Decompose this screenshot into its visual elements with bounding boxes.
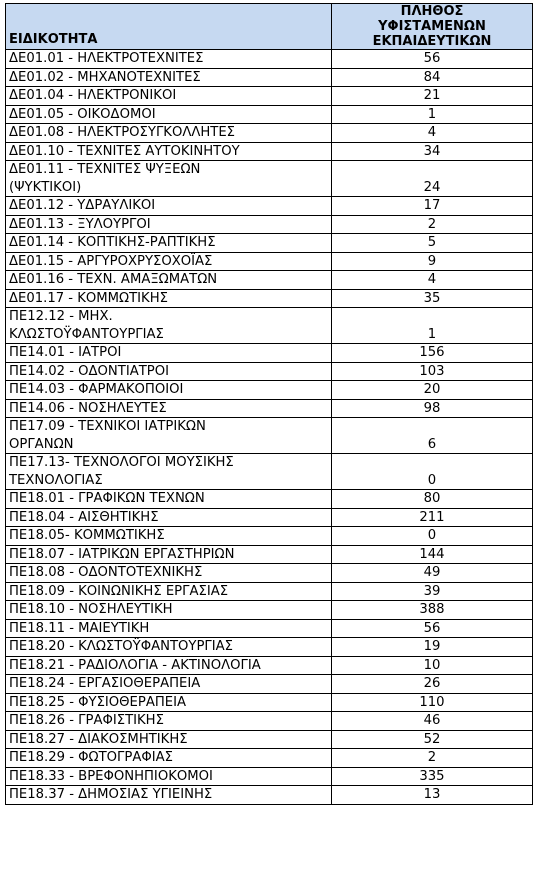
count-cell: 49 — [332, 564, 533, 583]
table-row — [6, 68, 533, 87]
count-cell: 335 — [332, 767, 533, 786]
table-row — [6, 142, 533, 161]
header-count-line1: ΠΛΗΘΟΣ — [400, 4, 464, 19]
count-cell: 1 — [332, 308, 533, 344]
table-row — [6, 105, 533, 124]
count-cell: 388 — [332, 601, 533, 620]
count-cell: 52 — [332, 730, 533, 749]
count-cell: 20 — [332, 381, 533, 400]
specialty-cell: ΠΕ18.37 - ΔΗΜΟΣΙΑΣ ΥΓΙΕΙΝΗΣ — [6, 786, 332, 805]
specialty-cell: ΠΕ12.12 - ΜΗΧ. ΚΛΩΣΤΟΫΦΑΝΤΟΥΡΓΙΑΣ — [6, 308, 332, 344]
count-cell: 98 — [332, 399, 533, 418]
specialty-cell: ΠΕ18.27 - ΔΙΑΚΟΣΜΗΤΙΚΗΣ — [6, 730, 332, 749]
specialty-cell: ΔΕ01.02 - ΜΗΧΑΝΟΤΕΧΝΙΤΕΣ — [6, 68, 332, 87]
table-row — [6, 50, 533, 69]
table-row — [6, 730, 533, 749]
table-row — [6, 234, 533, 253]
specialty-cell: ΠΕ17.13- ΤΕΧΝΟΛΟΓΟΙ ΜΟΥΣΙΚΗΣ ΤΕΧΝΟΛΟΓΙΑΣ — [6, 454, 332, 490]
table-row — [6, 124, 533, 143]
table-row — [6, 582, 533, 601]
table-row — [6, 693, 533, 712]
table-row — [6, 215, 533, 234]
count-cell: 103 — [332, 362, 533, 381]
table-row — [6, 399, 533, 418]
count-cell: 21 — [332, 87, 533, 106]
count-cell: 84 — [332, 68, 533, 87]
specialty-cell: ΠΕ18.21 - ΡΑΔΙΟΛΟΓΙΑ - ΑΚΤΙΝΟΛΟΓΙΑ — [6, 656, 332, 675]
table-row — [6, 381, 533, 400]
table-row — [6, 252, 533, 271]
specialty-cell: ΠΕ14.02 - ΟΔΟΝΤΙΑΤΡΟΙ — [6, 362, 332, 381]
table-row — [6, 271, 533, 290]
count-cell: 10 — [332, 656, 533, 675]
table-row — [6, 545, 533, 564]
table-row — [6, 749, 533, 768]
table-row — [6, 289, 533, 308]
count-cell: 110 — [332, 693, 533, 712]
specialty-cell: ΠΕ18.10 - ΝΟΣΗΛΕΥΤΙΚΗ — [6, 601, 332, 620]
count-cell: 24 — [332, 161, 533, 197]
count-cell: 144 — [332, 545, 533, 564]
count-cell: 26 — [332, 675, 533, 694]
count-cell: 6 — [332, 418, 533, 454]
specialty-cell: ΠΕ18.09 - ΚΟΙΝΩΝΙΚΗΣ ΕΡΓΑΣΙΑΣ — [6, 582, 332, 601]
count-cell: 46 — [332, 712, 533, 731]
count-cell: 17 — [332, 197, 533, 216]
specialty-cell: ΔΕ01.16 - ΤΕΧΝ. ΑΜΑΞΩΜΑΤΩΝ — [6, 271, 332, 290]
table-row — [6, 508, 533, 527]
specialty-cell: ΠΕ18.25 - ΦΥΣΙΟΘΕΡΑΠΕΙΑ — [6, 693, 332, 712]
count-cell: 2 — [332, 749, 533, 768]
count-cell: 34 — [332, 142, 533, 161]
specialty-cell: ΔΕ01.05 - ΟΙΚΟΔΟΜΟΙ — [6, 105, 332, 124]
specialty-cell: ΔΕ01.13 - ΞΥΛΟΥΡΓΟΙ — [6, 215, 332, 234]
specialty-cell: ΔΕ01.14 - ΚΟΠΤΙΚΗΣ-ΡΑΠΤΙΚΗΣ — [6, 234, 332, 253]
table-row — [6, 656, 533, 675]
specialty-cell: ΔΕ01.04 - ΗΛΕΚΤΡΟΝΙΚΟΙ — [6, 87, 332, 106]
table-row — [6, 619, 533, 638]
table-row — [6, 454, 533, 490]
specialty-cell: ΔΕ01.08 - ΗΛΕΚΤΡΟΣΥΓΚΟΛΛΗΤΕΣ — [6, 124, 332, 143]
specialty-cell: ΔΕ01.11 - ΤΕΧΝΙΤΕΣ ΨΥΞΕΩΝ (ΨΥΚΤΙΚΟΙ) — [6, 161, 332, 197]
specialty-cell: ΠΕ18.01 - ΓΡΑΦΙΚΩΝ ΤΕΧΝΩΝ — [6, 490, 332, 509]
table-row — [6, 638, 533, 657]
count-cell: 56 — [332, 619, 533, 638]
teachers-table — [5, 3, 533, 805]
count-cell: 56 — [332, 50, 533, 69]
count-cell: 211 — [332, 508, 533, 527]
table-header-row — [6, 4, 533, 50]
count-cell: 80 — [332, 490, 533, 509]
table-row — [6, 712, 533, 731]
specialty-cell: ΠΕ18.07 - ΙΑΤΡΙΚΩΝ ΕΡΓΑΣΤΗΡΙΩΝ — [6, 545, 332, 564]
specialty-cell: ΠΕ18.11 - ΜΑΙΕΥΤΙΚΗ — [6, 619, 332, 638]
table-row — [6, 161, 533, 197]
specialty-cell: ΠΕ18.04 - ΑΙΣΘΗΤΙΚΗΣ — [6, 508, 332, 527]
header-specialty: ΕΙΔΙΚΟΤΗΤΑ — [6, 4, 332, 50]
specialty-cell: ΔΕ01.17 - ΚΟΜΜΩΤΙΚΗΣ — [6, 289, 332, 308]
table-row — [6, 418, 533, 454]
specialty-cell: ΔΕ01.12 - ΥΔΡΑΥΛΙΚΟΙ — [6, 197, 332, 216]
count-cell: 5 — [332, 234, 533, 253]
count-cell: 13 — [332, 786, 533, 805]
count-cell: 2 — [332, 215, 533, 234]
specialty-cell: ΠΕ14.06 - ΝΟΣΗΛΕΥΤΕΣ — [6, 399, 332, 418]
specialty-cell: ΠΕ18.08 - ΟΔΟΝΤΟΤΕΧΝΙΚΗΣ — [6, 564, 332, 583]
table-row — [6, 197, 533, 216]
count-cell: 156 — [332, 344, 533, 363]
table-row — [6, 527, 533, 546]
specialty-cell: ΠΕ18.20 - ΚΛΩΣΤΟΫΦΑΝΤΟΥΡΓΙΑΣ — [6, 638, 332, 657]
specialty-cell: ΠΕ18.33 - ΒΡΕΦΟΝΗΠΙΟΚΟΜΟΙ — [6, 767, 332, 786]
count-cell: 1 — [332, 105, 533, 124]
count-cell: 35 — [332, 289, 533, 308]
specialty-cell: ΠΕ14.01 - ΙΑΤΡΟΙ — [6, 344, 332, 363]
count-cell: 39 — [332, 582, 533, 601]
table-row — [6, 675, 533, 694]
table-row — [6, 767, 533, 786]
specialty-cell: ΠΕ18.29 - ΦΩΤΟΓΡΑΦΙΑΣ — [6, 749, 332, 768]
count-cell: 9 — [332, 252, 533, 271]
specialty-cell: ΔΕ01.01 - ΗΛΕΚΤΡΟΤΕΧΝΙΤΕΣ — [6, 50, 332, 69]
header-count-line3: ΕΚΠΑΙΔΕΥΤΙΚΩΝ — [372, 34, 492, 49]
count-cell: 19 — [332, 638, 533, 657]
count-cell: 0 — [332, 454, 533, 490]
specialty-cell: ΔΕ01.10 - ΤΕΧΝΙΤΕΣ ΑΥΤΟΚΙΝΗΤΟΥ — [6, 142, 332, 161]
specialty-cell: ΔΕ01.15 - ΑΡΓΥΡΟΧΡΥΣΟΧΟΪΑΣ — [6, 252, 332, 271]
header-count — [332, 4, 533, 50]
count-cell: 4 — [332, 271, 533, 290]
table-row — [6, 87, 533, 106]
specialty-cell: ΠΕ18.26 - ΓΡΑΦΙΣΤΙΚΗΣ — [6, 712, 332, 731]
table-row — [6, 344, 533, 363]
table-row — [6, 308, 533, 344]
table-row — [6, 564, 533, 583]
table-row — [6, 601, 533, 620]
count-cell: 0 — [332, 527, 533, 546]
specialty-cell: ΠΕ14.03 - ΦΑΡΜΑΚΟΠΟΙΟΙ — [6, 381, 332, 400]
count-cell: 4 — [332, 124, 533, 143]
table-row — [6, 362, 533, 381]
specialty-cell: ΠΕ18.05- ΚΟΜΜΩΤΙΚΗΣ — [6, 527, 332, 546]
header-count-line2: ΥΦΙΣΤΑΜΕΝΩΝ — [378, 19, 486, 34]
specialty-cell: ΠΕ17.09 - ΤΕΧΝΙΚΟΙ ΙΑΤΡΙΚΩΝ ΟΡΓΑΝΩΝ — [6, 418, 332, 454]
specialty-cell: ΠΕ18.24 - ΕΡΓΑΣΙΟΘΕΡΑΠΕΙΑ — [6, 675, 332, 694]
table-row — [6, 490, 533, 509]
table-row — [6, 786, 533, 805]
